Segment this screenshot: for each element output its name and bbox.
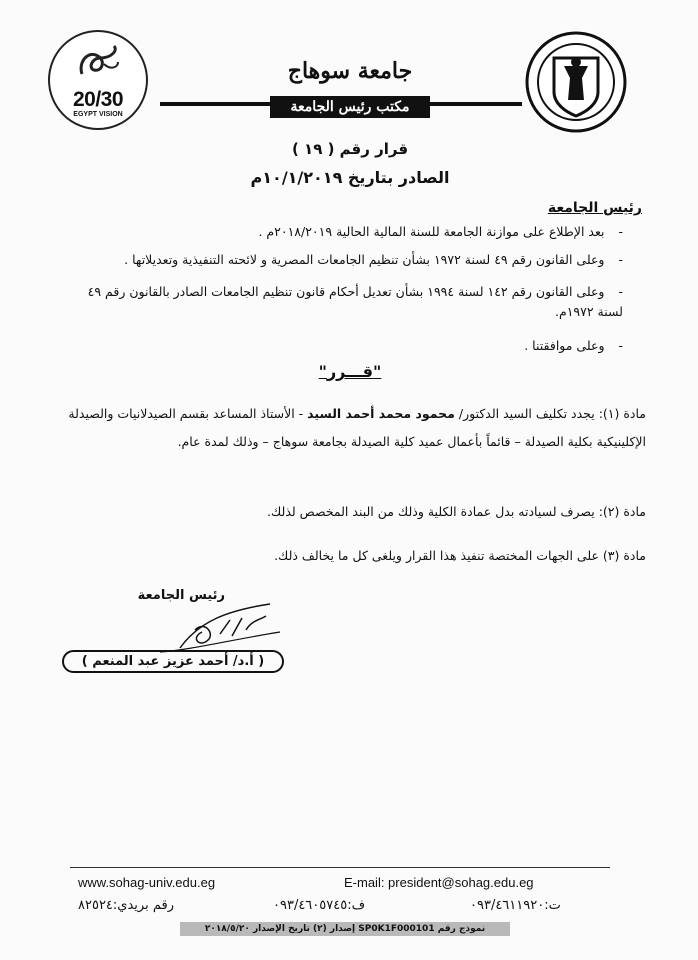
website-link[interactable]: www.sohag-univ.edu.eg [78,875,216,890]
footer-divider [70,867,610,868]
article-3: مادة (٣) على الجهات المختصة تنفيذ هذا القرار ويلغى كل ما يخالف ذلك. [274,548,646,563]
university-seal-logo [524,30,628,134]
vision-logo-number: 20/30 [72,88,124,111]
form-code-bar: نموذج رقم SP0K1F000101 إصدار (٢) تاريخ الإصدار ٢٠١٨/٥/٢٠ [180,922,510,936]
article-2: مادة (٢): يصرف لسيادته بدل عمادة الكلية وذلك من البند المخصص لذلك. [267,504,646,519]
university-name: جامعة سوهاج [287,58,413,84]
decided-heading: "قـــرر" [318,362,382,381]
signatory-name: ( أ.د/ أحمد عزيز عبد المنعم ) [62,650,284,673]
signature-title: رئيس الجامعة [137,588,225,603]
phone-number: ت:٠٩٣/٤٦١١٩٢٠ [470,898,561,913]
article-1-body: - الأستاذ المساعد بقسم الصيدلانيات والصيدلة الإكلينيكية بكلية الصيدلة – قائماً بأعمال عميد كلية الصيدلة بجامعة سوهاج – وذلك لمدة عام. [68,406,646,449]
article-1-prefix: مادة (١): يجدد تكليف السيد الدكتور/ [458,406,646,421]
office-name-banner: مكتب رئيس الجامعة [270,96,430,118]
decision-date: الصادر بتاريخ ١٠/١/٢٠١٩م [250,168,450,187]
decision-number: قرار رقم ( ١٩ ) [291,140,409,158]
fax-number: ف:٠٩٣/٤٦٠٥٧٤٥ [273,898,366,913]
vision-logo-caption: EGYPT VISION [73,111,123,118]
article-1 [36,400,646,456]
vision-emblem-icon [74,44,122,82]
egypt-vision-2030-logo [48,30,148,130]
preamble-item: - وعلى القانون رقم ٤٩ لسنة ١٩٧٢ بشأن تنظيم الجامعات المصرية و لائحته التنفيذية وتعديلاتها . [63,250,623,270]
preamble-item: - بعد الإطلاع على موازنة الجامعة للسنة المالية الحالية ٢٠١٨/٢٠١٩م . [63,222,623,242]
seal-icon [524,30,628,134]
postal-code: رقم بريدي:٨٢٥٢٤ [78,898,174,913]
preamble-item: - وعلى القانون رقم ١٤٢ لسنة ١٩٩٤ بشأن تعديل أحكام قانون تنظيم الجامعات الصادر بالقانون رقم ٤٩ لسنة ١٩٧٢م. [63,282,623,322]
preamble-item: - وعلى موافقتنا . [63,336,623,356]
president-heading: رئيس الجامعة [547,200,642,216]
appointee-name: محمود محمد أحمد السيد [307,406,455,421]
email-address[interactable]: E-mail: president@sohag.edu.eg [344,875,534,890]
